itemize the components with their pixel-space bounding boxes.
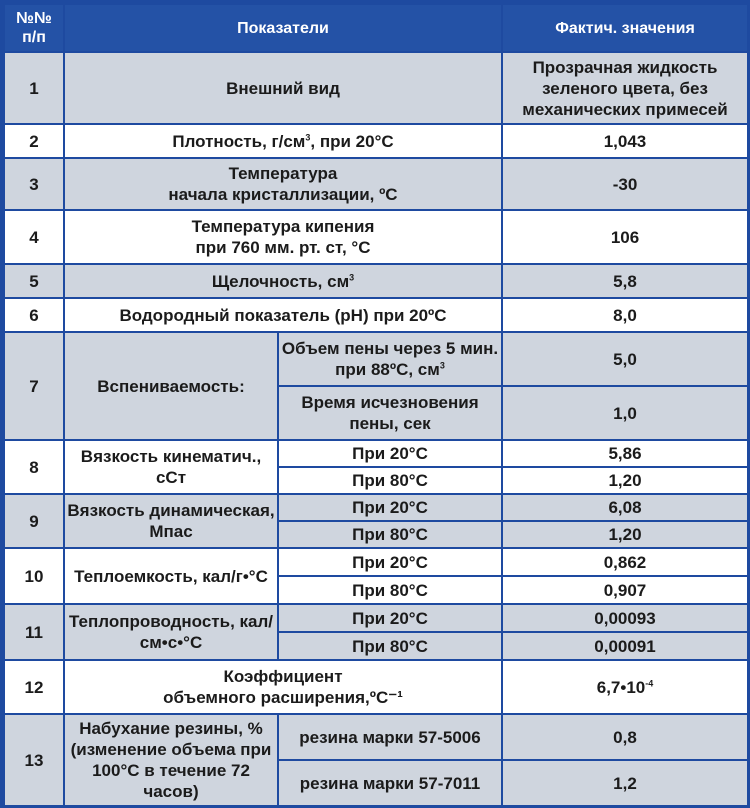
row-number: 4 [4,210,64,264]
row-number: 3 [4,158,64,210]
label-text: Плотность, г/см [172,131,306,151]
table-row [4,298,748,332]
value-cell: 5,86 [502,440,748,467]
header-value: Фактич. значения [502,4,748,52]
sub-label-text: Объем пены через 5 мин. при 88ºС, см [281,339,499,379]
row-number: 7 [4,332,64,440]
value-cell: 1,043 [502,124,748,158]
table-row [4,660,748,714]
label-superscript: 3 [305,131,311,142]
row-number: 9 [4,494,64,548]
value-cell: 0,00091 [502,632,748,660]
indicator-label [64,158,502,210]
table-row [4,604,748,632]
value-cell: 0,907 [502,576,748,604]
label-line-1: Температура [228,164,338,183]
condition-cell: При 20°С [278,604,502,632]
value-cell: 1,0 [502,386,748,440]
table-row [4,264,748,298]
condition-cell: При 80°С [278,632,502,660]
properties-table [3,3,749,807]
indicator-label: Теплоемкость, кал/г•°С [64,548,278,604]
value-cell: 1,20 [502,521,748,548]
condition-cell: При 80°С [278,521,502,548]
value-cell: 0,00093 [502,604,748,632]
value-cell: 6,08 [502,494,748,521]
table-row [4,210,748,264]
condition-cell: При 80°С [278,467,502,494]
indicator-label: Вспениваемость: [64,332,278,440]
label-superscript: 3 [349,271,355,282]
label-line-2: при 760 мм. рт. ст, °С [195,238,371,257]
indicator-label [64,264,502,298]
table-row [4,440,748,467]
value-cell: 5,8 [502,264,748,298]
label-tail: , при 20°С [310,131,394,151]
label-text: Щелочность, см [211,271,350,291]
label-line-1: Температура кипения [191,217,375,236]
indicator-label [64,660,502,714]
condition-cell: При 20°С [278,494,502,521]
value-cell: Прозрачная жидкость зеленого цвета, без механических примесей [502,52,748,124]
row-number: 10 [4,548,64,604]
condition-cell: При 20°С [278,440,502,467]
table-row [4,52,748,124]
label-line-2: объемного расширения,ºС⁻¹ [163,688,403,707]
condition-cell: резина марки 57-7011 [278,760,502,806]
indicator-label: Водородный показатель (рН) при 20ºС [64,298,502,332]
label-line-2: начала кристаллизации, ºС [168,185,398,204]
header-row [4,4,748,52]
sub-label-superscript: 3 [439,360,445,371]
indicator-label: Теплопроводность, кал/см•с•°С [64,604,278,660]
value-cell [502,660,748,714]
condition-cell: резина марки 57-5006 [278,714,502,760]
row-number: 1 [4,52,64,124]
header-num: №№ п/п [4,4,64,52]
indicator-label: Набухание резины, % (изменение объема при 100°С в течение 72 часов) [64,714,278,806]
row-number: 13 [4,714,64,806]
value-cell: 106 [502,210,748,264]
table-row [4,124,748,158]
indicator-label: Вязкость динамическая, Мпас [64,494,278,548]
indicator-label [64,210,502,264]
row-number: 11 [4,604,64,660]
table-row [4,158,748,210]
header-indicator: Показатели [64,4,502,52]
value-text: 6,7•10 [596,677,646,697]
value-cell: 0,8 [502,714,748,760]
value-cell: -30 [502,158,748,210]
value-cell: 1,2 [502,760,748,806]
condition-cell: При 80°С [278,576,502,604]
table-row [4,332,748,386]
value-cell: 0,862 [502,548,748,576]
condition-cell: При 20°С [278,548,502,576]
row-number: 6 [4,298,64,332]
indicator-label [64,124,502,158]
row-number: 2 [4,124,64,158]
indicator-label: Вязкость кинематич., сСт [64,440,278,494]
sub-indicator-label [278,332,502,386]
row-number: 5 [4,264,64,298]
value-cell: 8,0 [502,298,748,332]
value-superscript: -4 [645,677,654,688]
value-cell: 1,20 [502,467,748,494]
value-cell: 5,0 [502,332,748,386]
sub-indicator-label: Время исчезновения пены, сек [278,386,502,440]
indicator-label: Внешний вид [64,52,502,124]
table-row [4,548,748,576]
row-number: 12 [4,660,64,714]
table-row [4,714,748,760]
row-number: 8 [4,440,64,494]
table-row [4,494,748,521]
label-line-1: Коэффициент [223,667,343,686]
